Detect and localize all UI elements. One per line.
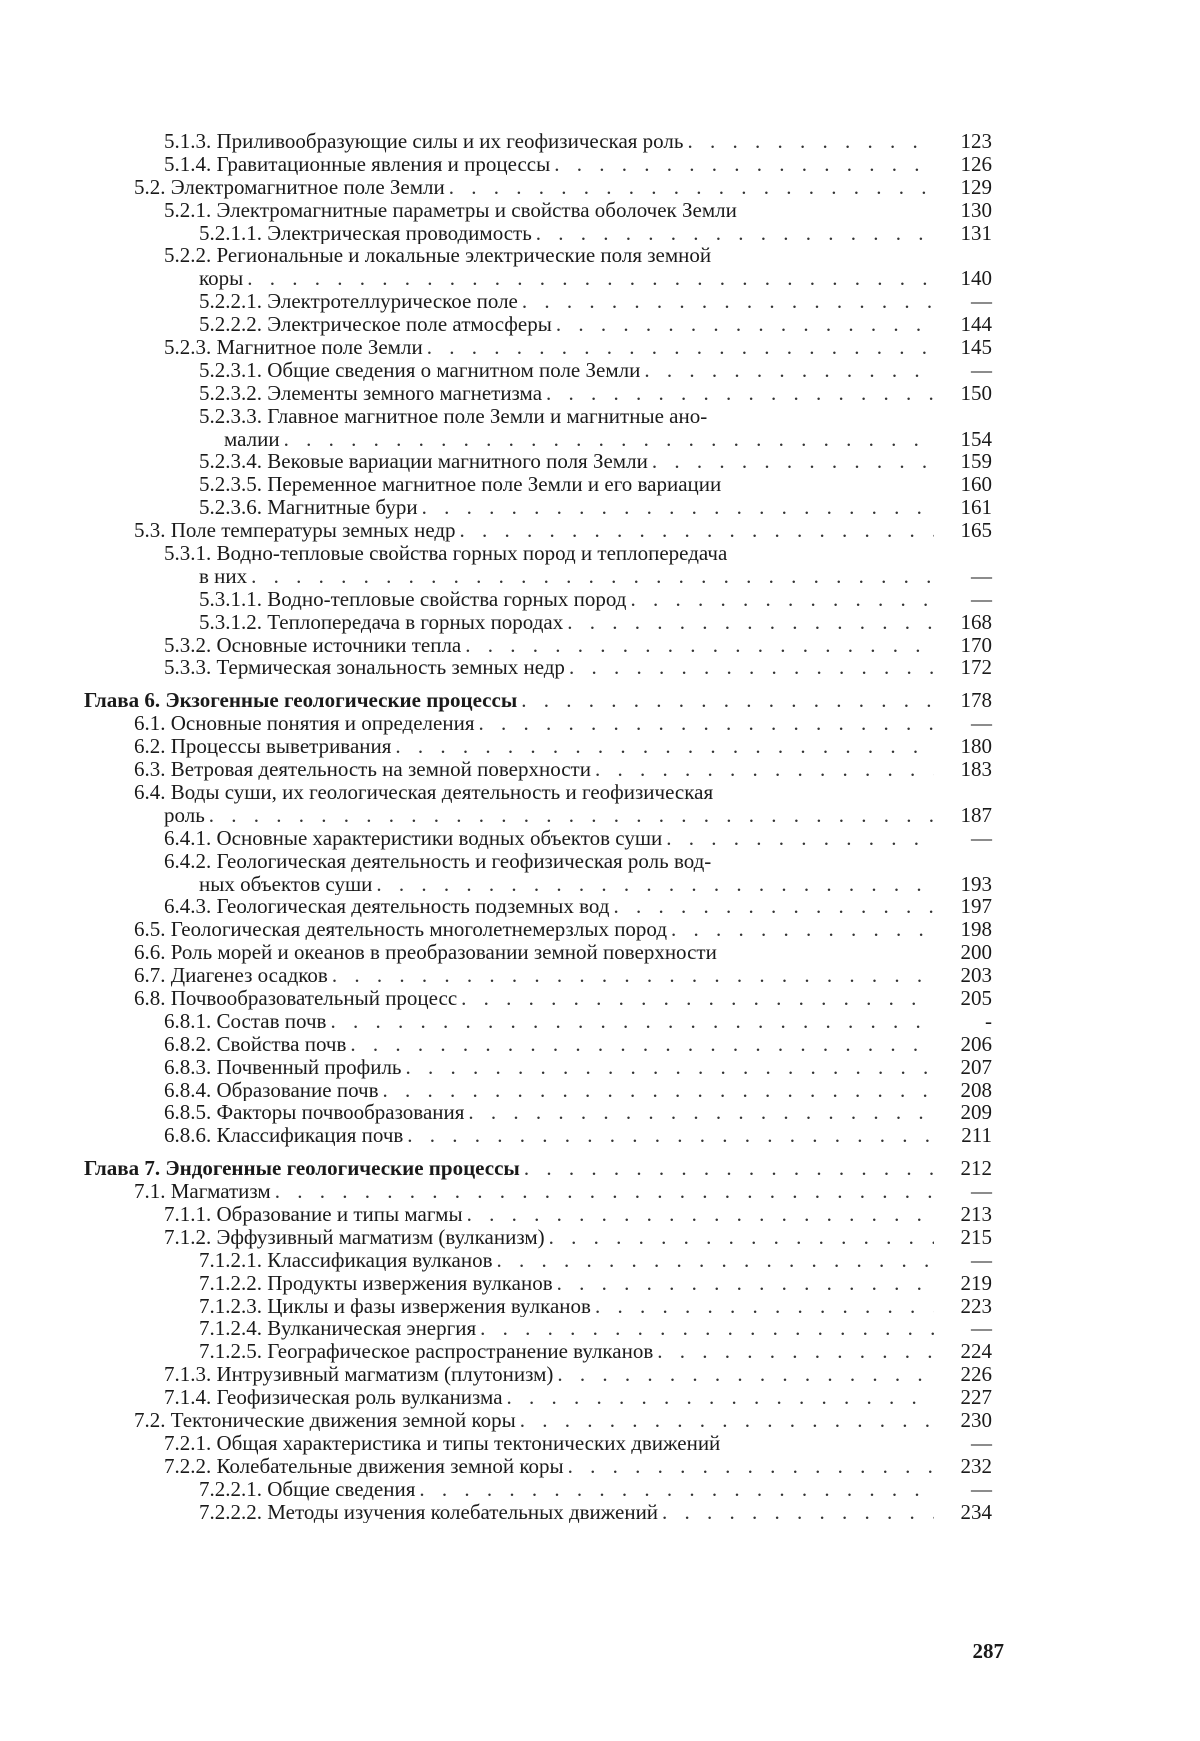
dot-leader: [687, 130, 934, 153]
toc-entry: [84, 712, 1004, 735]
toc-entry-label: [164, 1455, 934, 1478]
toc-entry-page: 208: [960, 1077, 992, 1102]
toc-entry-label: [164, 656, 934, 679]
toc-entry: [84, 656, 1004, 679]
toc-entry-label: [199, 611, 934, 634]
toc-entry-label: [199, 565, 934, 588]
dot-leader: [383, 1079, 934, 1102]
toc-entry: [84, 1101, 1004, 1124]
dot-leader: [671, 918, 934, 941]
toc-entry: [84, 496, 1004, 519]
dot-leader: [330, 1010, 934, 1033]
toc-entry-page: —: [971, 711, 992, 736]
toc-entry: [84, 1226, 1004, 1249]
toc-entry-title: 6.1. Основные понятия и определения: [134, 712, 478, 735]
toc-entry-label: [199, 1249, 934, 1272]
toc-entry: [84, 964, 1004, 987]
toc-entry-label: [199, 1340, 934, 1363]
toc-entry-label: [164, 244, 934, 267]
toc-entry: [84, 222, 1004, 245]
toc-entry-page: -: [985, 1008, 992, 1033]
toc-entry-title: 5.2.2. Региональные и локальные электрические поля земной: [164, 244, 715, 267]
toc-entry-title: 6.4. Воды суши, их геологическая деятельность и геофизическая: [134, 781, 717, 804]
toc-entry-label: [164, 850, 934, 873]
toc-entry-page: 183: [960, 757, 992, 782]
toc-entry-title: 6.8. Почвообразовательный процесс: [134, 987, 461, 1010]
toc-entry-title: 5.2.3.6. Магнитные бури: [199, 496, 422, 519]
dot-leader: [461, 987, 934, 1010]
toc-entry-label: [199, 1317, 934, 1340]
toc-entry-label: [199, 473, 934, 496]
dot-leader: [556, 313, 934, 336]
toc-entry: [84, 1432, 1004, 1455]
dot-leader: [630, 588, 934, 611]
dot-leader: [644, 359, 934, 382]
dot-leader: [251, 565, 934, 588]
dot-leader: [407, 1124, 934, 1147]
toc-entry-title: 5.2.1. Электромагнитные параметры и свойства оболочек Земли: [164, 199, 741, 222]
toc-entry-page: 144: [960, 312, 992, 337]
toc-entry-title: в них: [199, 565, 251, 588]
toc-entry-label: [199, 405, 934, 428]
toc-entry-label: [199, 1501, 934, 1524]
toc-entry-page: 126: [960, 151, 992, 176]
toc-entry-label: [164, 130, 934, 153]
toc-entry-label: [164, 1203, 934, 1226]
dot-leader: [524, 1157, 934, 1180]
toc-entry: [84, 176, 1004, 199]
dot-leader: [395, 735, 934, 758]
toc-entry-title: 5.2.3.1. Общие сведения о магнитном поле Земли: [199, 359, 644, 382]
toc-entry-label: [224, 428, 934, 451]
toc-entry: [84, 565, 1004, 588]
toc-entry: [84, 1249, 1004, 1272]
toc-entry-title: 7.2.2.1. Общие сведения: [199, 1478, 419, 1501]
toc-entry: [84, 450, 1004, 473]
toc-entry: [84, 359, 1004, 382]
toc-entry: [84, 850, 1004, 873]
toc-entry-label: [164, 153, 934, 176]
toc-entry-label: [199, 267, 934, 290]
toc-entry-page: 215: [960, 1224, 992, 1249]
dot-leader: [422, 496, 934, 519]
toc-entry-label: [164, 1226, 934, 1249]
dot-leader: [557, 1363, 934, 1386]
toc-entry-label: [199, 496, 934, 519]
toc-entry-label: [164, 1363, 934, 1386]
toc-entry-label: [164, 1124, 934, 1147]
toc-entry-title: 6.8.6. Классификация почв: [164, 1124, 407, 1147]
toc-entry-page: 213: [960, 1201, 992, 1226]
table-of-contents: [84, 130, 1004, 1523]
toc-entry: [84, 1272, 1004, 1295]
toc-entry-label: [134, 964, 934, 987]
toc-entry: [84, 1180, 1004, 1203]
toc-entry: [84, 153, 1004, 176]
toc-entry-title: 6.2. Процессы выветривания: [134, 735, 395, 758]
toc-entry-page: 140: [960, 266, 992, 291]
toc-entry-page: 227: [960, 1385, 992, 1410]
toc-entry-title: 6.4.1. Основные характеристики водных объектов суши: [164, 827, 666, 850]
toc-entry-title: 5.3.1.1. Водно-тепловые свойства горных пород: [199, 588, 630, 611]
toc-entry: [84, 1033, 1004, 1056]
toc-entry-title: 6.8.1. Состав почв: [164, 1010, 330, 1033]
dot-leader: [595, 758, 934, 781]
toc-entry: [84, 1386, 1004, 1409]
toc-entry: [84, 758, 1004, 781]
toc-entry-title: 5.3.3. Термическая зональность земных недр: [164, 656, 569, 679]
toc-entry: [84, 382, 1004, 405]
toc-entry-page: 205: [960, 985, 992, 1010]
toc-entry-page: —: [971, 825, 992, 850]
dot-leader: [406, 1056, 934, 1079]
toc-entry-title: 5.2. Электромагнитное поле Земли: [134, 176, 449, 199]
dot-leader: [521, 689, 934, 712]
toc-entry-page: [942, 542, 992, 565]
toc-entry-title: 5.1.4. Гравитационные явления и процессы: [164, 153, 554, 176]
toc-entry-title: 6.4.3. Геологическая деятельность подземных вод: [164, 895, 614, 918]
toc-entry-page: 150: [960, 380, 992, 405]
toc-entry-page: 172: [960, 655, 992, 680]
toc-entry-page: 131: [960, 220, 992, 245]
toc-entry-title: 7.1.1. Образование и типы магмы: [164, 1203, 467, 1226]
toc-entry-title: 5.2.3.2. Элементы земного магнетизма: [199, 382, 546, 405]
toc-entry: [84, 199, 1004, 222]
toc-entry-title: ных объектов суши: [199, 873, 376, 896]
toc-entry-label: [134, 941, 934, 964]
dot-leader: [332, 964, 934, 987]
toc-entry: [84, 519, 1004, 542]
dot-leader: [284, 428, 934, 451]
toc-entry: [84, 689, 1004, 712]
dot-leader: [546, 382, 934, 405]
dot-leader: [520, 1409, 934, 1432]
toc-entry-title: 7.1.4. Геофизическая роль вулканизма: [164, 1386, 507, 1409]
toc-entry-label: [134, 987, 934, 1010]
toc-entry-title: 5.3.2. Основные источники тепла: [164, 634, 465, 657]
toc-entry-label: [199, 1272, 934, 1295]
toc-entry-label: [164, 1079, 934, 1102]
toc-entry-title: 7.1.2.3. Циклы и фазы извержения вулканов: [199, 1295, 595, 1318]
dot-leader: [522, 290, 934, 313]
dot-leader: [657, 1340, 934, 1363]
dot-leader: [376, 873, 934, 896]
toc-entry: [84, 336, 1004, 359]
toc-entry-title: Глава 7. Эндогенные геологические процессы: [84, 1157, 524, 1180]
toc-entry-page: 154: [960, 426, 992, 451]
toc-entry-label: [164, 1033, 934, 1056]
toc-entry-page: 226: [960, 1362, 992, 1387]
toc-entry-title: 5.2.2.2. Электрическое поле атмосферы: [199, 313, 556, 336]
toc-entry-label: [164, 1432, 934, 1455]
toc-entry: [84, 1363, 1004, 1386]
dot-leader: [275, 1180, 934, 1203]
toc-entry-title: 7.2.2. Колебательные движения земной коры: [164, 1455, 568, 1478]
toc-entry-label: [134, 735, 934, 758]
dot-leader: [460, 519, 934, 542]
toc-entry-page: 197: [960, 894, 992, 919]
toc-entry-title: 7.1. Магматизм: [134, 1180, 275, 1203]
toc-entry: [84, 1056, 1004, 1079]
toc-entry: [84, 1455, 1004, 1478]
toc-entry-page: —: [971, 586, 992, 611]
toc-entry-page: 130: [960, 197, 992, 222]
toc-entry-label: [199, 450, 934, 473]
toc-entry: [84, 895, 1004, 918]
toc-entry: [84, 1010, 1004, 1033]
toc-entry-label: [84, 1157, 934, 1180]
toc-entry-title: 6.5. Геологическая деятельность многолетнемерзлых пород: [134, 918, 671, 941]
toc-entry-title: 6.3. Ветровая деятельность на земной поверхности: [134, 758, 595, 781]
dot-leader: [468, 1101, 934, 1124]
toc-entry: [84, 987, 1004, 1010]
toc-entry-page: 123: [960, 129, 992, 153]
toc-entry-title: 6.8.2. Свойства почв: [164, 1033, 350, 1056]
toc-entry: [84, 873, 1004, 896]
toc-entry: [84, 313, 1004, 336]
toc-entry-label: [199, 1478, 934, 1501]
dot-leader: [557, 1272, 934, 1295]
toc-entry: [84, 804, 1004, 827]
toc-entry-page: [942, 244, 992, 267]
dot-leader: [419, 1478, 934, 1501]
toc-entry: [84, 1124, 1004, 1147]
toc-entry-label: [164, 1386, 934, 1409]
toc-entry-label: [134, 1180, 934, 1203]
toc-entry-page: —: [971, 1247, 992, 1272]
dot-leader: [449, 176, 934, 199]
toc-entry: [84, 267, 1004, 290]
toc-entry: [84, 634, 1004, 657]
toc-entry-title: 7.2.2.2. Методы изучения колебательных движений: [199, 1501, 662, 1524]
toc-entry: [84, 1340, 1004, 1363]
toc-entry-page: 178: [960, 688, 992, 713]
toc-entry-title: 7.1.2.1. Классификация вулканов: [199, 1249, 497, 1272]
toc-entry-title: 5.2.2.1. Электротеллурическое поле: [199, 290, 522, 313]
toc-entry: [84, 290, 1004, 313]
toc-entry-page: 232: [960, 1453, 992, 1478]
toc-entry-page: 207: [960, 1054, 992, 1079]
toc-entry-title: 6.7. Диагенез осадков: [134, 964, 332, 987]
toc-entry-page: 203: [960, 963, 992, 988]
dot-leader: [549, 1226, 934, 1249]
toc-entry-page: 206: [960, 1031, 992, 1056]
toc-entry: [84, 827, 1004, 850]
toc-entry-title: Глава 6. Экзогенные геологические процессы: [84, 689, 521, 712]
dot-leader: [652, 450, 934, 473]
toc-entry-label: [164, 199, 934, 222]
toc-entry-label: [164, 804, 934, 827]
toc-entry-page: —: [971, 1476, 992, 1501]
toc-entry-page: —: [971, 1179, 992, 1204]
toc-entry-page: 224: [960, 1339, 992, 1364]
toc-entry: [84, 1157, 1004, 1180]
toc-entry-label: [199, 222, 934, 245]
toc-entry-label: [199, 588, 934, 611]
toc-entry: [84, 1409, 1004, 1432]
toc-entry-label: [164, 336, 934, 359]
toc-entry: [84, 1295, 1004, 1318]
toc-entry-page: 211: [961, 1123, 992, 1148]
toc-entry: [84, 588, 1004, 611]
toc-entry-page: 230: [960, 1407, 992, 1432]
toc-entry-page: 198: [960, 917, 992, 942]
toc-entry-page: [942, 850, 992, 873]
toc-entry-title: малии: [224, 428, 284, 451]
toc-entry-label: [134, 712, 934, 735]
toc-entry-label: [134, 1409, 934, 1432]
toc-entry-label: [134, 519, 934, 542]
toc-entry-label: [134, 758, 934, 781]
toc-entry-page: —: [971, 563, 992, 588]
toc-entry: [84, 1203, 1004, 1226]
toc-entry-title: 5.2.3. Магнитное поле Земли: [164, 336, 427, 359]
toc-entry: [84, 405, 1004, 428]
toc-entry-page: [942, 405, 992, 428]
dot-leader: [536, 222, 934, 245]
toc-entry-page: —: [971, 357, 992, 382]
toc-entry-title: 6.8.3. Почвенный профиль: [164, 1056, 406, 1079]
toc-entry-page: 187: [960, 802, 992, 827]
toc-entry-title: 5.2.3.3. Главное магнитное поле Земли и магнитные ано-: [199, 405, 711, 428]
dot-leader: [427, 336, 934, 359]
toc-entry: [84, 941, 1004, 964]
toc-entry-label: [199, 359, 934, 382]
dot-leader: [666, 827, 934, 850]
toc-entry-label: [164, 634, 934, 657]
toc-entry-page: 234: [960, 1499, 992, 1524]
toc-entry-title: 7.1.2.2. Продукты извержения вулканов: [199, 1272, 557, 1295]
toc-entry-label: [199, 1295, 934, 1318]
toc-entry-page: 165: [960, 518, 992, 543]
toc-entry-title: 5.1.3. Приливообразующие силы и их геофизическая роль: [164, 130, 687, 153]
dot-leader: [480, 1317, 934, 1340]
toc-entry-title: 5.3. Поле температуры земных недр: [134, 519, 460, 542]
toc-entry-title: 5.3.1. Водно-тепловые свойства горных пород и теплопередача: [164, 542, 731, 565]
toc-entry-label: [84, 689, 934, 712]
toc-entry-page: 180: [960, 734, 992, 759]
dot-leader: [569, 656, 934, 679]
toc-entry-label: [199, 873, 934, 896]
toc-entry-title: 7.1.2.5. Географическое распространение вулканов: [199, 1340, 657, 1363]
dot-leader: [567, 611, 934, 634]
toc-entry-page: 159: [960, 449, 992, 474]
toc-entry-label: [134, 781, 934, 804]
dot-leader: [209, 804, 934, 827]
dot-leader: [662, 1501, 934, 1524]
toc-entry-label: [199, 382, 934, 405]
toc-entry-page: —: [971, 1430, 992, 1455]
dot-leader: [465, 634, 934, 657]
toc-entry-page: 200: [960, 940, 992, 965]
toc-entry-page: 209: [960, 1100, 992, 1125]
toc-entry-title: 7.1.3. Интрузивный магматизм (плутонизм): [164, 1363, 557, 1386]
toc-entry: [84, 1317, 1004, 1340]
toc-entry-page: 219: [960, 1270, 992, 1295]
dot-leader: [614, 895, 935, 918]
dot-leader: [467, 1203, 934, 1226]
toc-entry-title: 7.2.1. Общая характеристика и типы тектонических движений: [164, 1432, 724, 1455]
toc-entry: [84, 611, 1004, 634]
toc-entry-page: 170: [960, 632, 992, 657]
toc-entry-label: [199, 290, 934, 313]
toc-entry-label: [199, 313, 934, 336]
toc-entry: [84, 130, 1004, 153]
toc-entry-page: 160: [960, 472, 992, 497]
toc-entry-title: роль: [164, 804, 209, 827]
toc-entry-title: 5.2.3.5. Переменное магнитное поле Земли и его вариации: [199, 473, 725, 496]
toc-entry-label: [134, 918, 934, 941]
toc-entry-title: 7.2. Тектонические движения земной коры: [134, 1409, 520, 1432]
toc-entry-label: [134, 176, 934, 199]
toc-entry: [84, 918, 1004, 941]
toc-entry-title: 6.6. Роль морей и океанов в преобразовании земной поверхности: [134, 941, 721, 964]
toc-entry: [84, 428, 1004, 451]
dot-leader: [568, 1455, 934, 1478]
toc-entry-title: коры: [199, 267, 247, 290]
toc-entry-page: 145: [960, 335, 992, 360]
toc-entry-title: 7.1.2.4. Вулканическая энергия: [199, 1317, 480, 1340]
toc-entry-page: 193: [960, 871, 992, 896]
toc-entry: [84, 542, 1004, 565]
toc-entry-page: 161: [960, 495, 992, 520]
dot-leader: [554, 153, 934, 176]
toc-entry: [84, 244, 1004, 267]
toc-entry-label: [164, 1010, 934, 1033]
toc-entry: [84, 1079, 1004, 1102]
dot-leader: [595, 1295, 934, 1318]
toc-entry-page: 212: [960, 1156, 992, 1181]
toc-entry-label: [164, 1056, 934, 1079]
toc-entry: [84, 1478, 1004, 1501]
dot-leader: [497, 1249, 935, 1272]
toc-entry-page: 129: [960, 174, 992, 199]
dot-leader: [247, 267, 934, 290]
toc-entry-title: 6.8.5. Факторы почвообразования: [164, 1101, 468, 1124]
toc-entry: [84, 473, 1004, 496]
toc-entry-label: [164, 827, 934, 850]
toc-entry-title: 6.4.2. Геологическая деятельность и геофизическая роль вод-: [164, 850, 715, 873]
dot-leader: [507, 1386, 934, 1409]
toc-entry-title: 6.8.4. Образование почв: [164, 1079, 383, 1102]
toc-entry: [84, 781, 1004, 804]
dot-leader: [350, 1033, 934, 1056]
toc-entry-page: 223: [960, 1293, 992, 1318]
page-number: 287: [972, 1639, 1004, 1663]
toc-entry-label: [164, 542, 934, 565]
toc-entry-page: —: [971, 289, 992, 314]
toc-entry: [84, 735, 1004, 758]
toc-entry-title: 7.1.2. Эффузивный магматизм (вулканизм): [164, 1226, 549, 1249]
toc-entry-title: 5.2.3.4. Вековые вариации магнитного поля Земли: [199, 450, 652, 473]
toc-entry-page: 168: [960, 609, 992, 634]
dot-leader: [478, 712, 934, 735]
toc-entry-title: 5.2.1.1. Электрическая проводимость: [199, 222, 536, 245]
toc-entry-label: [164, 1101, 934, 1124]
toc-entry-label: [164, 895, 934, 918]
toc-entry-page: —: [971, 1316, 992, 1341]
toc-entry-title: 5.3.1.2. Теплопередача в горных породах: [199, 611, 567, 634]
toc-entry-page: [942, 781, 992, 804]
toc-entry: [84, 1501, 1004, 1524]
